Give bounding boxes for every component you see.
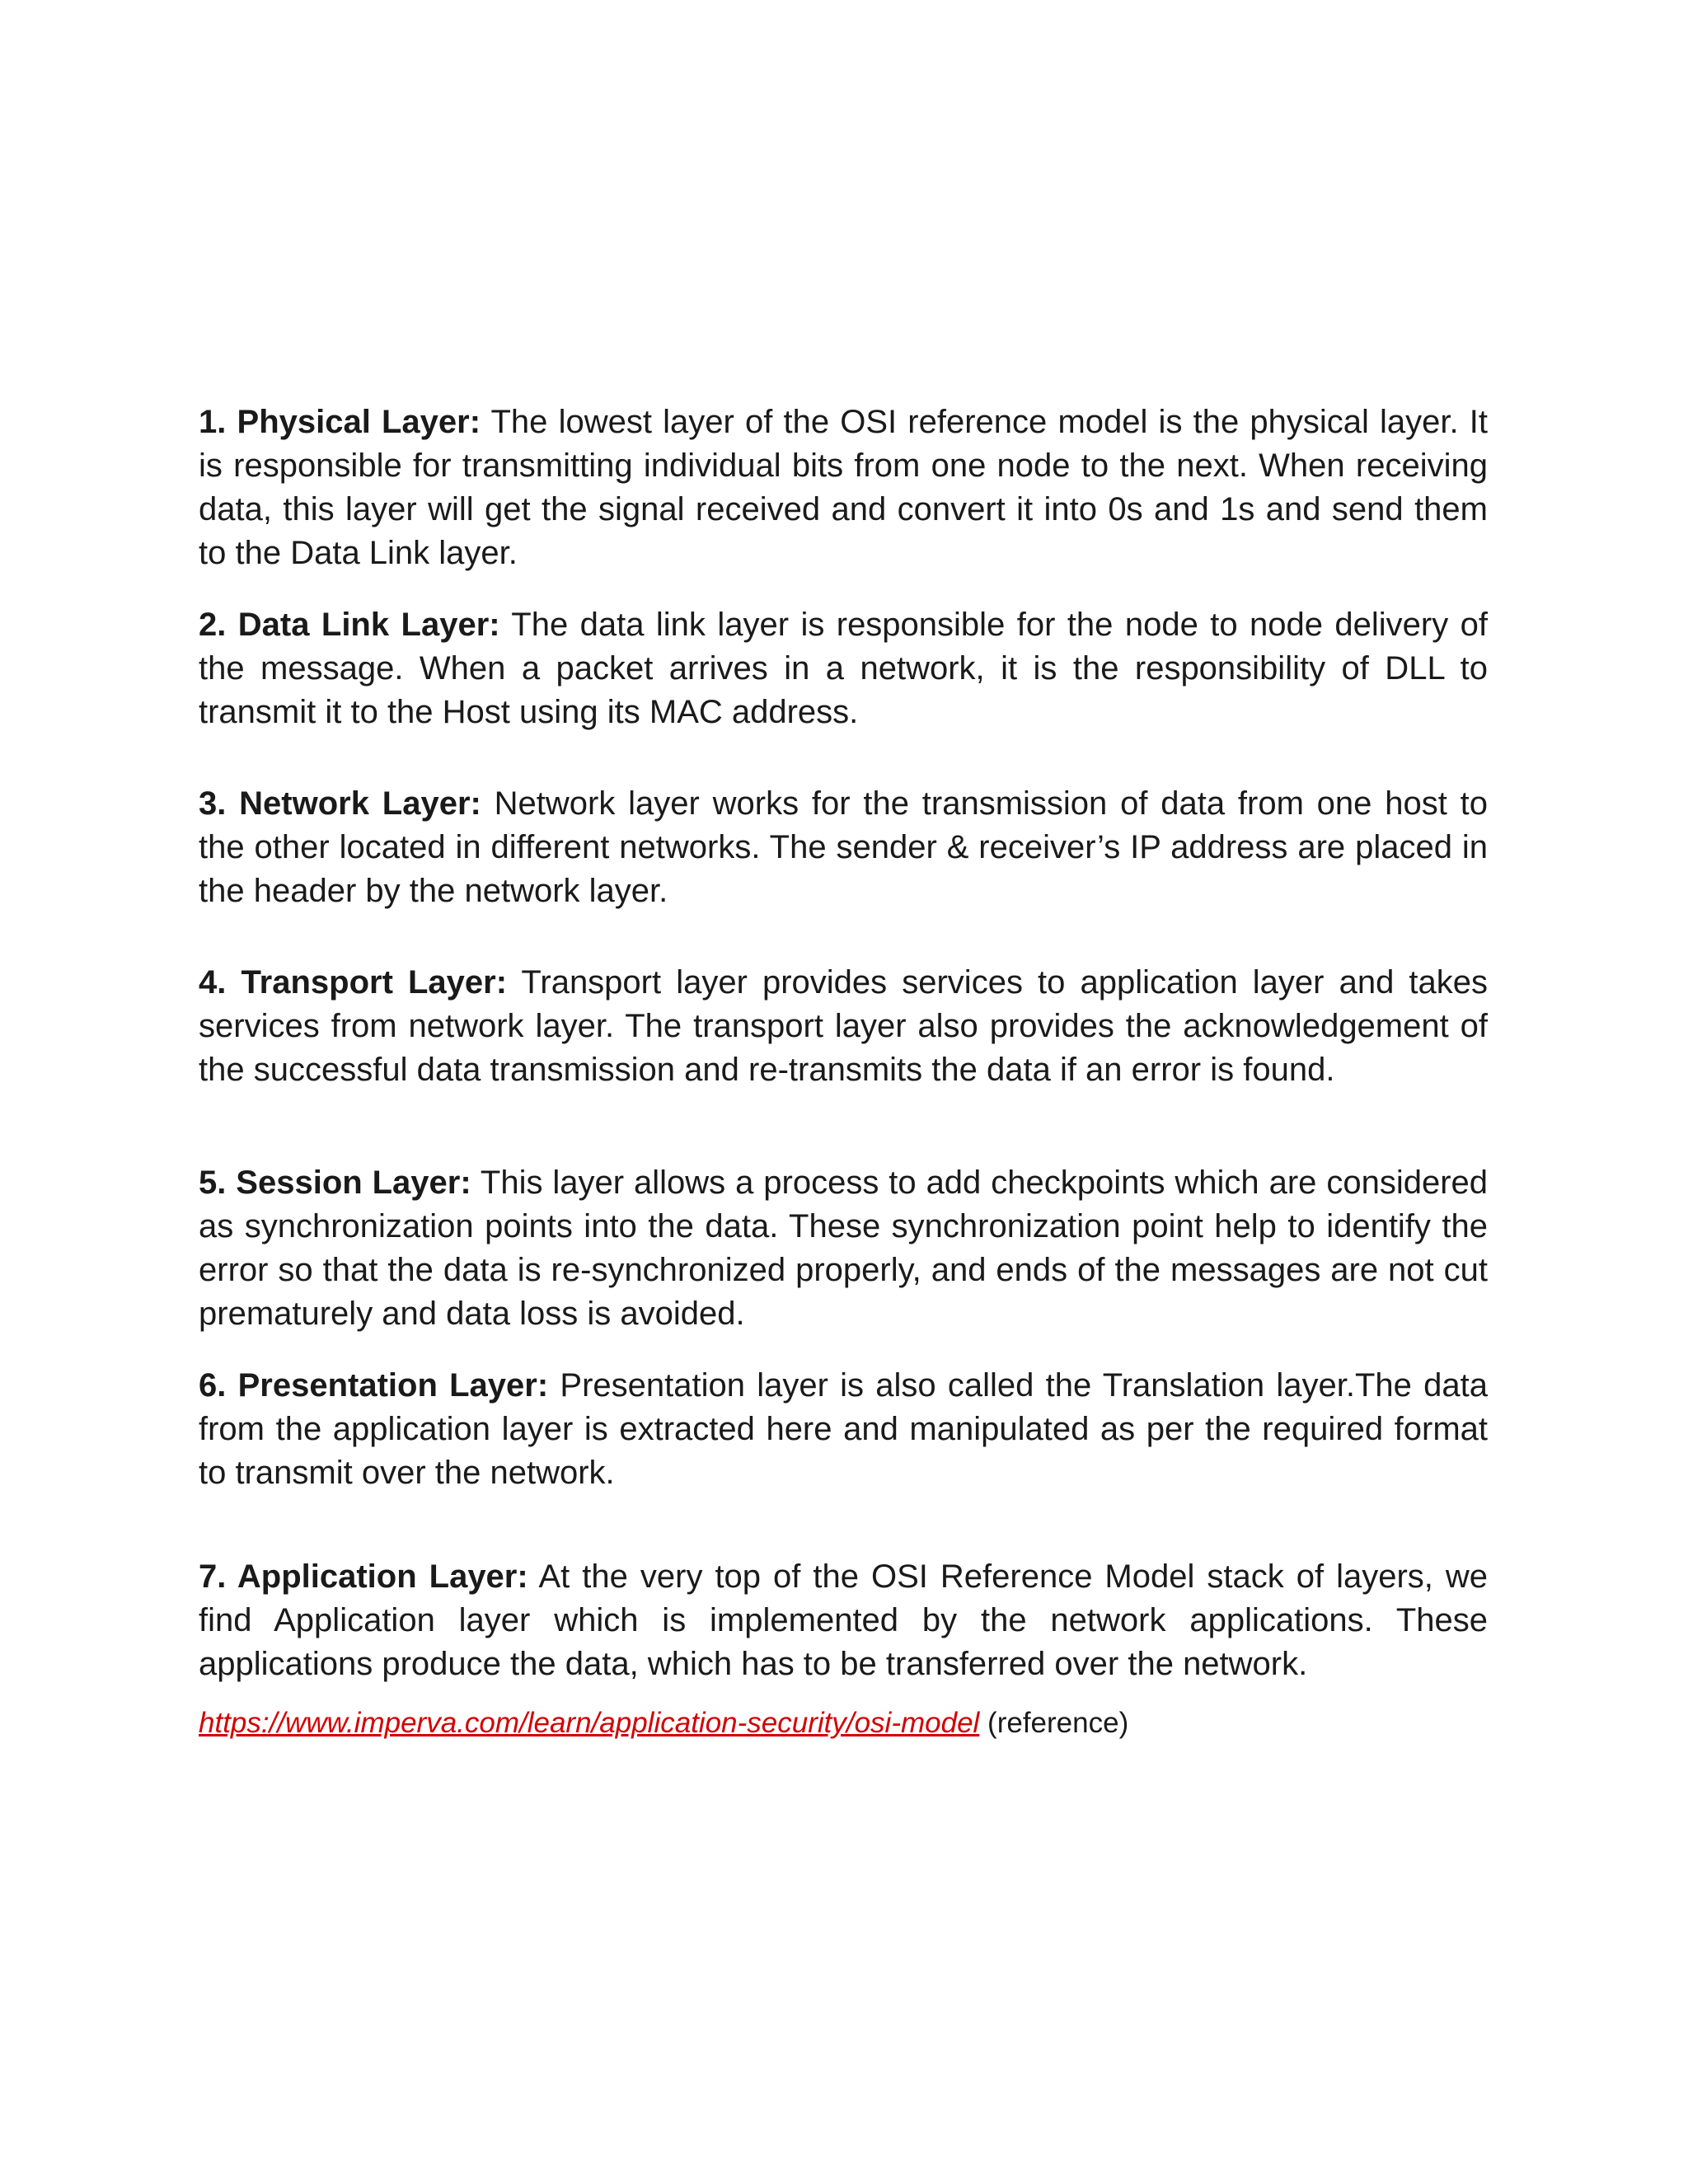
paragraph-text: Transport layer provides services to application layer and takes services from network layer. The transport layer also provides the acknowledgement of the successful data transmission and re-transmits the data if an error is found. bbox=[199, 964, 1488, 1088]
paragraph-text: This layer allows a process to add checkpoints which are considered as synchronization points into the data. These synchronization point help to identify the error so that the data is re-synchronized properly, and ends of the messages are not cut prematurely and data loss is avoided. bbox=[199, 1165, 1489, 1332]
reference-line bbox=[199, 1704, 1488, 1742]
paragraph-data-link-layer bbox=[199, 603, 1488, 734]
paragraph-text: Network layer works for the transmission of data from one host to the other located in different networks. The sender & receiver’s IP address are placed in the header by the network layer. bbox=[199, 785, 1488, 909]
paragraph-text: Presentation layer is also called the Translation layer.The data from the application layer is extracted here and manipulated as per the required format to transmit over the network. bbox=[199, 1367, 1488, 1491]
paragraph-text: The data link layer is responsible for the node to node delivery of the message. When a packet arrives in a network, it is the responsibility of DLL to transmit it to the Host using its MAC address. bbox=[199, 607, 1489, 730]
paragraph-heading: 1. Physical Layer: bbox=[199, 404, 481, 440]
document-body bbox=[199, 401, 1488, 1771]
reference-link[interactable]: https://www.imperva.com/learn/application-security/osi-model bbox=[199, 1707, 980, 1739]
paragraph-application-layer bbox=[199, 1555, 1488, 1686]
paragraph-session-layer bbox=[199, 1161, 1488, 1336]
paragraph-transport-layer bbox=[199, 961, 1488, 1092]
paragraph-heading: 4. Transport Layer: bbox=[199, 964, 508, 1001]
paragraph-text: The lowest layer of the OSI reference model is the physical layer. It is responsible for transmitting individual bits from one node to the next. When receiving data, this layer will get the signal received and convert it into 0s and 1s and send them to the Data Link layer. bbox=[199, 404, 1489, 571]
paragraph-heading: 5. Session Layer: bbox=[199, 1165, 471, 1201]
paragraph-network-layer bbox=[199, 782, 1488, 913]
paragraph-heading: 7. Application Layer: bbox=[199, 1558, 528, 1595]
paragraph-heading: 6. Presentation Layer: bbox=[199, 1367, 549, 1404]
paragraph-heading: 2. Data Link Layer: bbox=[199, 607, 500, 643]
paragraph-heading: 3. Network Layer: bbox=[199, 785, 481, 822]
paragraph-physical-layer bbox=[199, 401, 1488, 575]
reference-note: (reference) bbox=[987, 1707, 1129, 1739]
paragraph-text: At the very top of the OSI Reference Model stack of layers, we find Application layer which is implemented by the network applications. These applications produce the data, which has to be transferred over the network. bbox=[199, 1558, 1489, 1682]
paragraph-presentation-layer bbox=[199, 1364, 1488, 1495]
